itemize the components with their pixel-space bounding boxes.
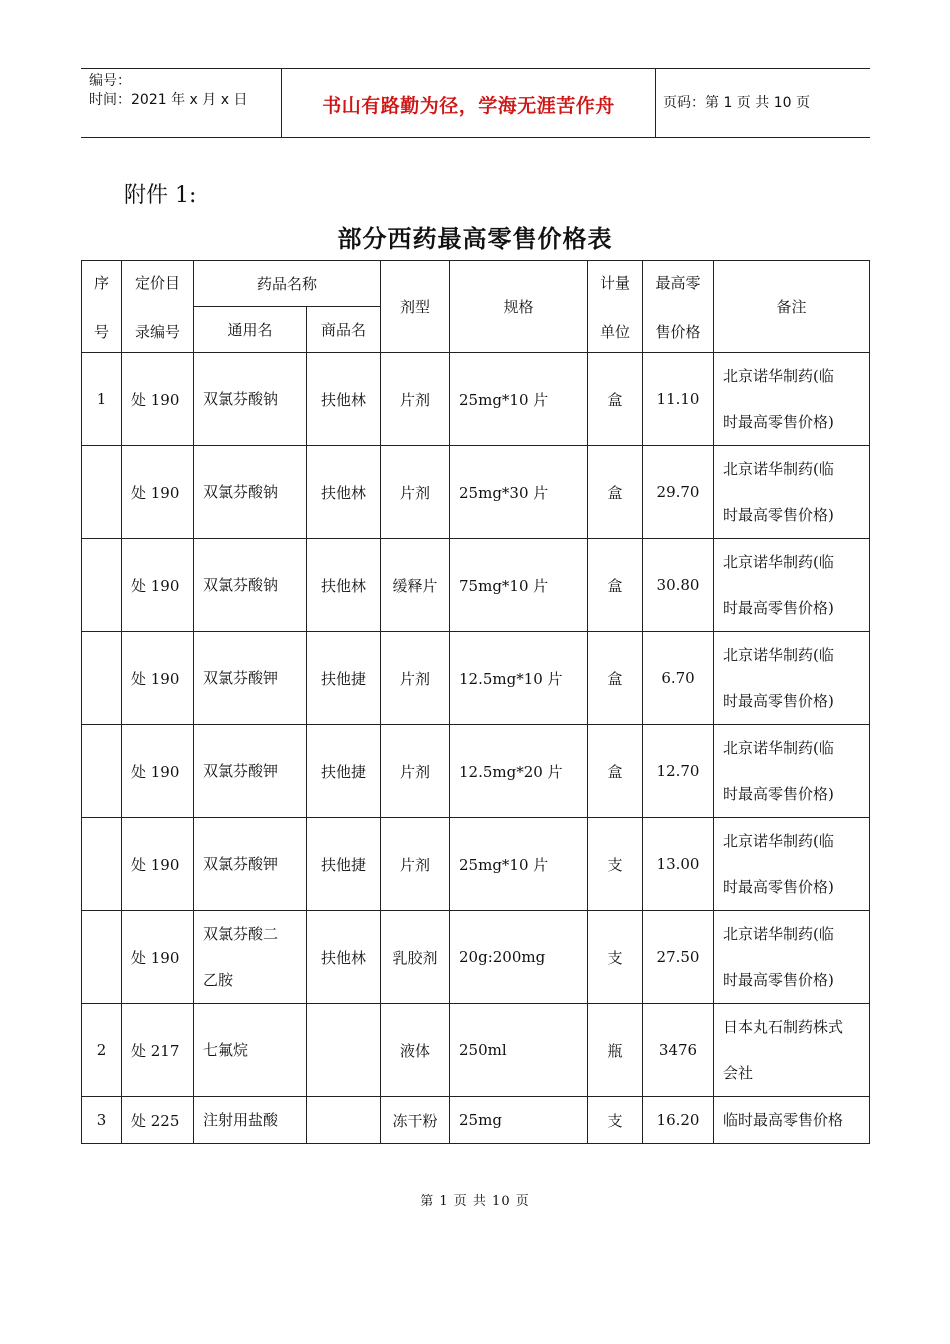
header-motto-cell [281, 69, 656, 137]
table-row [82, 725, 870, 818]
cell-seq [82, 818, 122, 911]
cell-generic-name [194, 539, 307, 632]
cell-trade-name: 扶他捷 [307, 632, 381, 725]
cell-price: 12.70 [643, 725, 714, 818]
table-row [82, 1004, 870, 1097]
header-page-cell [655, 69, 870, 137]
cell-seq [82, 911, 122, 1004]
cell-remark-line: 时最高零售价格) [723, 878, 834, 896]
header-drug-name: 药品名称 [194, 261, 381, 307]
cell-unit: 支 [588, 1097, 643, 1144]
cell-form: 液体 [381, 1004, 450, 1097]
cell-remark [714, 539, 870, 632]
header-unit [588, 261, 643, 353]
cell-remark-line: 北京诺华制药(临 [723, 646, 834, 664]
cell-unit: 支 [588, 911, 643, 1004]
table-row [82, 539, 870, 632]
header-seq-line2: 号 [93, 322, 109, 341]
cell-remark-line: 北京诺华制药(临 [723, 739, 834, 757]
cell-form: 片剂 [381, 446, 450, 539]
cell-seq [82, 632, 122, 725]
cell-remark [714, 725, 870, 818]
cell-catalog: 处 190 [122, 911, 194, 1004]
cell-trade-name: 扶他林 [307, 446, 381, 539]
cell-remark-line: 日本丸石制药株式 [723, 1018, 844, 1036]
page-title: 部分西药最高零售价格表 [337, 224, 613, 253]
header-unit-line2: 单位 [600, 322, 631, 341]
header-seq-line1: 序 [93, 273, 109, 292]
table-body [82, 353, 870, 1144]
header-catalog-line2: 录编号 [134, 322, 180, 341]
cell-catalog: 处 190 [122, 446, 194, 539]
cell-spec: 25mg*10 片 [450, 818, 588, 911]
cell-generic-name-line: 双氯芬酸钾 [203, 669, 279, 687]
cell-remark-line: 北京诺华制药(临 [723, 553, 834, 571]
cell-form: 片剂 [381, 725, 450, 818]
cell-generic-name [194, 353, 307, 446]
cell-catalog: 处 190 [122, 539, 194, 632]
attachment-label: 附件 1: [124, 183, 197, 208]
document-header [81, 68, 870, 138]
cell-spec: 25mg*10 片 [450, 353, 588, 446]
page-footer: 第 1 页 共 10 页 [420, 1194, 530, 1209]
cell-generic-name-line: 双氯芬酸钾 [203, 762, 279, 780]
cell-remark-line: 时最高零售价格) [723, 692, 834, 710]
header-unit-line1: 计量 [600, 273, 631, 292]
header-meta [81, 69, 281, 137]
cell-generic-name [194, 911, 307, 1004]
cell-trade-name: 扶他捷 [307, 725, 381, 818]
table-row [82, 446, 870, 539]
cell-remark-line: 时最高零售价格) [723, 413, 834, 431]
cell-catalog: 处 190 [122, 725, 194, 818]
cell-spec: 12.5mg*10 片 [450, 632, 588, 725]
table-row [82, 632, 870, 725]
cell-unit: 盒 [588, 539, 643, 632]
cell-trade-name: 扶他林 [307, 539, 381, 632]
cell-remark-line: 临时最高零售价格 [723, 1111, 844, 1129]
cell-remark [714, 911, 870, 1004]
table-row [82, 1097, 870, 1144]
cell-price: 6.70 [643, 632, 714, 725]
cell-unit: 盒 [588, 725, 643, 818]
cell-spec: 20g:200mg [450, 911, 588, 1004]
cell-trade-name [307, 1004, 381, 1097]
cell-remark [714, 353, 870, 446]
cell-remark [714, 446, 870, 539]
cell-unit: 支 [588, 818, 643, 911]
header-generic-name: 通用名 [194, 307, 307, 353]
cell-price: 13.00 [643, 818, 714, 911]
document-time-label: 时间：2021 年 x 月 x 日 [89, 92, 248, 108]
price-table [81, 260, 870, 1144]
cell-spec: 250ml [450, 1004, 588, 1097]
cell-seq: 3 [82, 1097, 122, 1144]
cell-form: 乳胶剂 [381, 911, 450, 1004]
cell-price: 3476 [643, 1004, 714, 1097]
cell-generic-name [194, 1097, 307, 1144]
cell-price: 11.10 [643, 353, 714, 446]
cell-generic-name [194, 725, 307, 818]
cell-generic-name [194, 1004, 307, 1097]
header-seq [82, 261, 122, 353]
cell-generic-name [194, 632, 307, 725]
cell-catalog: 处 225 [122, 1097, 194, 1144]
cell-catalog: 处 190 [122, 353, 194, 446]
cell-remark-line: 时最高零售价格) [723, 785, 834, 803]
cell-seq [82, 539, 122, 632]
cell-remark [714, 1097, 870, 1144]
cell-remark-line: 北京诺华制药(临 [723, 460, 834, 478]
cell-catalog: 处 217 [122, 1004, 194, 1097]
cell-price: 27.50 [643, 911, 714, 1004]
cell-spec: 25mg*30 片 [450, 446, 588, 539]
cell-spec: 25mg [450, 1097, 588, 1144]
cell-generic-name-line: 双氯芬酸二 [203, 925, 279, 943]
cell-remark-line: 时最高零售价格) [723, 599, 834, 617]
cell-seq [82, 725, 122, 818]
cell-remark [714, 632, 870, 725]
cell-generic-name-line: 双氯芬酸钠 [203, 390, 279, 408]
cell-remark [714, 1004, 870, 1097]
header-price-line2: 售价格 [655, 322, 701, 341]
cell-remark-line: 北京诺华制药(临 [723, 367, 834, 385]
cell-generic-name-line: 七氟烷 [203, 1041, 249, 1059]
cell-trade-name: 扶他捷 [307, 818, 381, 911]
cell-seq [82, 446, 122, 539]
header-catalog-line1: 定价目 [134, 273, 180, 292]
table-row [82, 818, 870, 911]
header-trade-name: 商品名 [307, 307, 381, 353]
cell-generic-name [194, 818, 307, 911]
cell-unit: 盒 [588, 446, 643, 539]
cell-unit: 盒 [588, 353, 643, 446]
cell-remark-line: 会社 [723, 1064, 754, 1082]
cell-remark-line: 时最高零售价格) [723, 506, 834, 524]
cell-generic-name-line: 双氯芬酸钠 [203, 483, 279, 501]
cell-spec: 12.5mg*20 片 [450, 725, 588, 818]
cell-price: 16.20 [643, 1097, 714, 1144]
table-row [82, 353, 870, 446]
cell-generic-name [194, 446, 307, 539]
header-price [643, 261, 714, 353]
cell-remark-line: 北京诺华制药(临 [723, 832, 834, 850]
cell-seq: 2 [82, 1004, 122, 1097]
cell-form: 缓释片 [381, 539, 450, 632]
table-row [82, 911, 870, 1004]
cell-trade-name: 扶他林 [307, 353, 381, 446]
header-spec: 规格 [450, 261, 588, 353]
cell-seq: 1 [82, 353, 122, 446]
cell-form: 片剂 [381, 818, 450, 911]
cell-catalog: 处 190 [122, 632, 194, 725]
cell-generic-name-line: 注射用盐酸 [203, 1111, 279, 1129]
cell-catalog: 处 190 [122, 818, 194, 911]
cell-form: 片剂 [381, 353, 450, 446]
cell-form: 片剂 [381, 632, 450, 725]
header-price-line1: 最高零 [655, 273, 701, 292]
cell-unit: 瓶 [588, 1004, 643, 1097]
cell-generic-name-line: 乙胺 [203, 971, 234, 989]
cell-trade-name [307, 1097, 381, 1144]
cell-generic-name-line: 双氯芬酸钠 [203, 576, 279, 594]
document-number-label: 编号： [89, 73, 131, 89]
header-motto: 书山有路勤为径，学海无涯苦作舟 [322, 95, 615, 117]
cell-unit: 盒 [588, 632, 643, 725]
header-page-label: 页码：第 1 页 共 10 页 [663, 95, 810, 111]
cell-spec: 75mg*10 片 [450, 539, 588, 632]
cell-form: 冻干粉 [381, 1097, 450, 1144]
cell-generic-name-line: 双氯芬酸钾 [203, 855, 279, 873]
cell-trade-name: 扶他林 [307, 911, 381, 1004]
header-form: 剂型 [381, 261, 450, 353]
cell-remark [714, 818, 870, 911]
header-remark: 备注 [714, 261, 870, 353]
cell-price: 30.80 [643, 539, 714, 632]
header-catalog [122, 261, 194, 353]
cell-price: 29.70 [643, 446, 714, 539]
cell-remark-line: 时最高零售价格) [723, 971, 834, 989]
cell-remark-line: 北京诺华制药(临 [723, 925, 834, 943]
